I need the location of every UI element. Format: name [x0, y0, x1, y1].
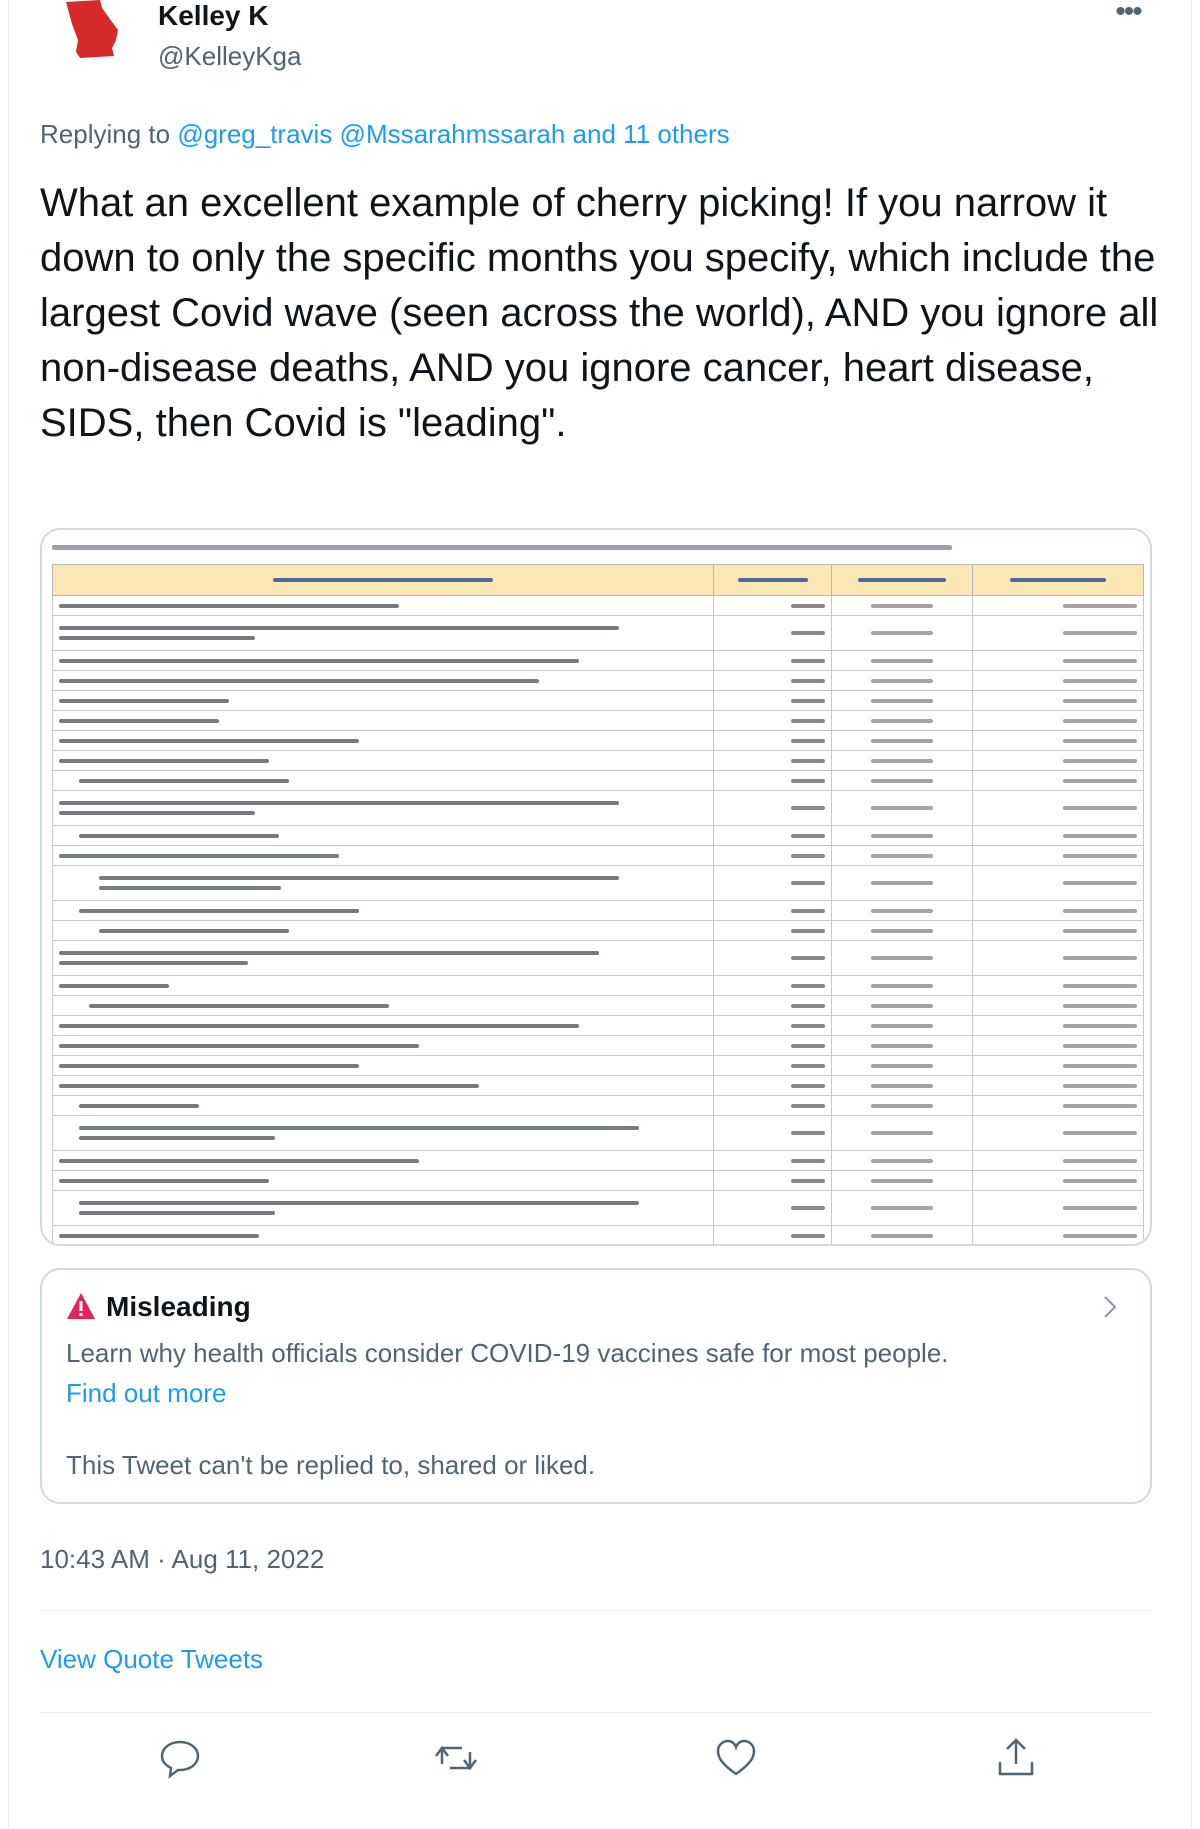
table-cell — [53, 771, 714, 791]
table-cell — [53, 791, 714, 826]
retweet-icon[interactable] — [432, 1734, 480, 1782]
table-cell — [714, 791, 832, 826]
table-row — [53, 1036, 1144, 1056]
table-row — [53, 866, 1144, 901]
table-cell — [832, 921, 973, 941]
table-cell — [53, 1056, 714, 1076]
table-cell — [53, 1171, 714, 1191]
table-cell — [53, 921, 714, 941]
table-row — [53, 691, 1144, 711]
table-cell — [53, 691, 714, 711]
table-cell — [832, 596, 973, 616]
replying-to-label: Replying to — [40, 119, 171, 149]
table-row — [53, 1191, 1144, 1226]
table-cell — [53, 1246, 714, 1247]
table-cell — [53, 1151, 714, 1171]
table-cell — [832, 671, 973, 691]
table-cell — [714, 1246, 832, 1247]
table-cell — [973, 1036, 1144, 1056]
table-row — [53, 846, 1144, 866]
table-row — [53, 1076, 1144, 1096]
table-cell — [832, 941, 973, 976]
table-cell — [714, 921, 832, 941]
table-cell — [714, 616, 832, 651]
replying-to-line — [40, 118, 730, 150]
table-cell — [53, 976, 714, 996]
death-causes-table — [52, 564, 1144, 1246]
table-cell — [973, 596, 1144, 616]
table-row — [53, 901, 1144, 921]
table-cell — [973, 616, 1144, 651]
table-body — [53, 596, 1144, 1247]
table-cell — [832, 1171, 973, 1191]
table-cell — [832, 1246, 973, 1247]
table-cell — [714, 1056, 832, 1076]
table-cell — [832, 1016, 973, 1036]
table-cell — [973, 691, 1144, 711]
divider — [40, 1610, 1152, 1611]
reply-mentions-link[interactable]: @greg_travis @Mssarahmssarah and 11 others — [177, 119, 730, 149]
table-cell — [53, 846, 714, 866]
table-cell — [53, 671, 714, 691]
table-cell — [832, 846, 973, 866]
warning-title: Misleading — [106, 1291, 251, 1322]
table-cell — [714, 711, 832, 731]
table-cell — [973, 1171, 1144, 1191]
table-cell — [714, 671, 832, 691]
table-cell — [973, 651, 1144, 671]
table-cell — [53, 731, 714, 751]
table-cell — [973, 866, 1144, 901]
view-quote-tweets-link[interactable]: View Quote Tweets — [40, 1644, 264, 1674]
table-cell — [832, 711, 973, 731]
table-cell — [714, 1036, 832, 1056]
table-row — [53, 1056, 1144, 1076]
find-out-more-link[interactable]: Find out more — [66, 1378, 227, 1408]
table-cell — [973, 921, 1144, 941]
table-cell — [714, 596, 832, 616]
table-cell — [832, 751, 973, 771]
more-options-icon[interactable]: ••• — [1115, 0, 1141, 28]
table-cell — [714, 901, 832, 921]
tweet-text: What an excellent example of cherry picking! If you narrow it down to only the specific months you specify, which include the largest Covid wave (seen across the world), AND you ignore all non-disease deaths, AND you ignore cancer, heart disease, SIDS, then Covid is "leading". — [40, 181, 1170, 445]
table-cell — [53, 651, 714, 671]
table-cell — [973, 1151, 1144, 1171]
table-cell — [832, 1151, 973, 1171]
table-cell — [832, 996, 973, 1016]
table-cell — [714, 1116, 832, 1151]
table-cell — [53, 751, 714, 771]
table-row — [53, 751, 1144, 771]
table-cell — [973, 751, 1144, 771]
avatar[interactable] — [60, 0, 126, 66]
attached-table-image[interactable] — [40, 528, 1152, 1246]
table-cell — [714, 1171, 832, 1191]
table-cell — [832, 1226, 973, 1246]
table-cell — [714, 651, 832, 671]
author-handle[interactable]: @KelleyKga — [158, 41, 302, 71]
table-cell — [714, 1191, 832, 1226]
table-header-crude-rate — [973, 565, 1144, 596]
table-cell — [973, 976, 1144, 996]
table-cell — [53, 996, 714, 1016]
share-icon[interactable] — [992, 1734, 1040, 1782]
table-cell — [832, 1096, 973, 1116]
table-cell — [714, 1151, 832, 1171]
table-cell — [832, 771, 973, 791]
table-row — [53, 671, 1144, 691]
warning-description: Learn why health officials consider COVID-19 vaccines safe for most people. — [66, 1338, 949, 1368]
table-cell — [973, 1096, 1144, 1116]
warning-triangle-icon — [66, 1292, 96, 1320]
misleading-warning-card[interactable] — [40, 1268, 1152, 1504]
table-cell — [973, 731, 1144, 751]
table-cell — [832, 866, 973, 901]
table-cell — [973, 671, 1144, 691]
table-cell — [973, 711, 1144, 731]
table-cell — [53, 901, 714, 921]
table-cell — [53, 616, 714, 651]
table-row — [53, 976, 1144, 996]
table-cell — [714, 976, 832, 996]
table-cell — [714, 1226, 832, 1246]
table-row — [53, 1096, 1144, 1116]
table-row — [53, 996, 1144, 1016]
table-cell — [832, 1116, 973, 1151]
table-row — [53, 771, 1144, 791]
restriction-notice: This Tweet can't be replied to, shared or liked. — [66, 1450, 596, 1480]
table-cell — [973, 791, 1144, 826]
author-display-name[interactable]: Kelley K — [158, 0, 269, 31]
tweet-timestamp[interactable]: 10:43 AM · Aug 11, 2022 — [40, 1544, 325, 1574]
table-cell — [973, 1191, 1144, 1226]
table-cell — [53, 1036, 714, 1056]
reply-icon[interactable] — [156, 1734, 204, 1782]
table-cell — [973, 996, 1144, 1016]
table-cell — [832, 616, 973, 651]
table-cell — [714, 996, 832, 1016]
chevron-right-icon — [1100, 1292, 1120, 1322]
table-cell — [53, 1096, 714, 1116]
table-cell — [973, 1226, 1144, 1246]
table-cell — [973, 846, 1144, 866]
table-cell — [714, 941, 832, 976]
table-cell — [53, 1116, 714, 1151]
table-cell — [973, 941, 1144, 976]
table-cell — [832, 1036, 973, 1056]
table-row — [53, 651, 1144, 671]
table-cell — [832, 651, 973, 671]
table-row — [53, 826, 1144, 846]
table-cell — [714, 751, 832, 771]
table-cell — [973, 1116, 1144, 1151]
table-row — [53, 1226, 1144, 1246]
table-row — [53, 596, 1144, 616]
divider — [40, 1712, 1152, 1713]
table-cell — [53, 941, 714, 976]
table-row — [53, 791, 1144, 826]
table-header-population — [832, 565, 973, 596]
table-cell — [714, 731, 832, 751]
table-row — [53, 921, 1144, 941]
table-cell — [832, 731, 973, 751]
table-cell — [714, 771, 832, 791]
table-header-cause — [53, 565, 714, 596]
table-cell — [53, 1191, 714, 1226]
table-cell — [714, 1096, 832, 1116]
table-row — [53, 711, 1144, 731]
table-cell — [53, 1016, 714, 1036]
table-cell — [832, 976, 973, 996]
table-cell — [714, 846, 832, 866]
table-row — [53, 1116, 1144, 1151]
table-caption-blurred — [52, 540, 1132, 556]
table-cell — [973, 826, 1144, 846]
table-cell — [714, 1016, 832, 1036]
table-header-deaths — [714, 565, 832, 596]
table-row — [53, 1171, 1144, 1191]
table-cell — [832, 691, 973, 711]
table-row — [53, 941, 1144, 976]
table-cell — [973, 1076, 1144, 1096]
table-cell — [973, 771, 1144, 791]
table-cell — [832, 1076, 973, 1096]
table-cell — [714, 1076, 832, 1096]
table-cell — [53, 1226, 714, 1246]
table-row — [53, 616, 1144, 651]
table-cell — [714, 826, 832, 846]
table-row — [53, 1246, 1144, 1247]
table-cell — [53, 1076, 714, 1096]
table-cell — [714, 866, 832, 901]
table-cell — [714, 691, 832, 711]
table-cell — [832, 1056, 973, 1076]
table-row — [53, 731, 1144, 751]
table-cell — [973, 1246, 1144, 1247]
table-cell — [53, 596, 714, 616]
table-cell — [973, 1056, 1144, 1076]
table-row — [53, 1151, 1144, 1171]
table-cell — [53, 866, 714, 901]
like-icon[interactable] — [712, 1734, 760, 1782]
table-cell — [832, 826, 973, 846]
table-cell — [973, 901, 1144, 921]
table-cell — [832, 901, 973, 921]
table-cell — [973, 1016, 1144, 1036]
table-cell — [832, 1191, 973, 1226]
table-cell — [53, 826, 714, 846]
table-row — [53, 1016, 1144, 1036]
table-cell — [53, 711, 714, 731]
table-cell — [832, 791, 973, 826]
